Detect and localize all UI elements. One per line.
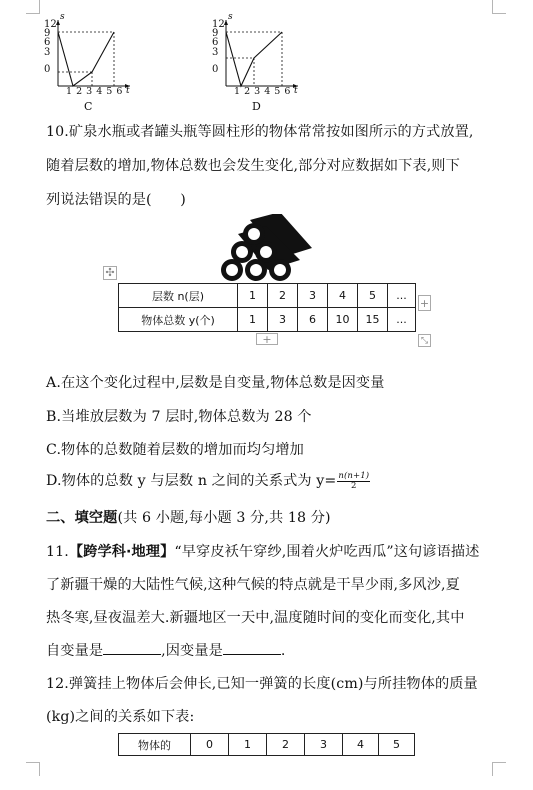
graph-d-y-ticks: 12 9 6 3 0 <box>212 19 225 75</box>
table-row <box>119 284 416 308</box>
q10-data-table <box>118 283 416 332</box>
table-cell: 3 <box>305 734 343 756</box>
q12-line-1: 12.弹簧挂上物体后会伸长,已知一弹簧的长度(cm)与所挂物体的质量 <box>46 676 478 692</box>
graph-d <box>208 12 304 113</box>
graph-c-x-axis-label: t <box>126 86 130 96</box>
q11-independent-label: 自变量是 <box>46 643 104 659</box>
q10-option-c: C.物体的总数随着层数的增加而均匀增加 <box>46 442 304 458</box>
table-cell: 5 <box>358 284 388 308</box>
table-cell: 2 <box>268 284 298 308</box>
graph-d-label: D <box>252 100 261 113</box>
q12-line-2: (kg)之间的关系如下表: <box>46 709 195 725</box>
q11-end: . <box>280 643 286 659</box>
q12-data-table <box>118 733 415 756</box>
crop-mark-bottom-left <box>26 762 40 776</box>
table-cell: 6 <box>298 308 328 332</box>
table-cell: 2 <box>267 734 305 756</box>
q10-line-2: 随着层数的增加,物体总数也会发生变化,部分对应数据如下表,则下 <box>46 158 460 174</box>
independent-variable-blank[interactable] <box>103 643 161 655</box>
q11-tag: 【跨学科·地理】 <box>68 544 175 560</box>
crop-mark-bottom-right <box>492 762 506 776</box>
table-cell: 15 <box>358 308 388 332</box>
graph-d-y-axis-label: s <box>228 12 233 22</box>
table-resize-handle-icon[interactable]: ⤡ <box>418 334 431 347</box>
table-cell: 1 <box>238 284 268 308</box>
table-row <box>119 734 415 756</box>
crop-mark-top-left <box>26 0 40 14</box>
table-move-handle-icon[interactable]: ✣ <box>103 266 117 280</box>
q10-line-3: 列说法错误的是( ) <box>46 192 186 208</box>
table-cell: 0 <box>191 734 229 756</box>
q10-option-d <box>46 470 370 491</box>
q11-number: 11. <box>46 544 69 560</box>
table-cell: 1 <box>238 308 268 332</box>
section-2-note: (共 6 小题,每小题 3 分,共 18 分) <box>117 510 331 526</box>
graph-d-x-axis-label: t <box>294 86 298 96</box>
q11-text: “早穿皮袄午穿纱,围着火炉吃西瓜”这句谚语描述 <box>174 544 480 560</box>
table-row <box>119 308 416 332</box>
section-2-heading <box>46 507 331 527</box>
table-cell: 1 <box>229 734 267 756</box>
graph-c-y-axis-label: s <box>60 12 65 22</box>
q10-option-b: B.当堆放层数为 7 层时,物体总数为 28 个 <box>46 409 312 425</box>
table-cell: ... <box>388 308 416 332</box>
table-cell: 10 <box>328 308 358 332</box>
q11-line-2: 了新疆干燥的大陆性气候,这种气候的特点就是干旱少雨,多风沙,夏 <box>46 577 460 593</box>
table-cell: 3 <box>298 284 328 308</box>
fraction-numerator: n(n+1) <box>338 470 370 481</box>
q10-option-d-text: D.物体的总数 y 与层数 n 之间的关系式为 y= <box>46 473 337 489</box>
graph-c <box>40 12 136 113</box>
q11-line-1 <box>46 541 479 561</box>
graph-d-x-ticks: 1 2 3 4 5 6 <box>234 86 291 97</box>
q11-line-4 <box>46 640 286 660</box>
q11-dependent-label: ,因变量是 <box>161 643 223 659</box>
table-header-cell: 物体总数 y(个) <box>119 308 238 332</box>
q11-line-3: 热冬寒,昼夜温差大.新疆地区一天中,温度随时间的变化而变化,其中 <box>46 610 465 626</box>
table-header-cell: 物体的 <box>119 734 191 756</box>
dependent-variable-blank[interactable] <box>223 643 281 655</box>
table-cell: 4 <box>328 284 358 308</box>
fraction-denominator: 2 <box>351 480 357 491</box>
table-cell: 4 <box>343 734 379 756</box>
stacked-cylinders-illustration <box>220 214 316 282</box>
table-add-row-button[interactable]: + <box>256 333 278 345</box>
graph-c-label: C <box>84 100 93 113</box>
crop-mark-top-right <box>492 0 506 14</box>
table-header-cell: 层数 n(层) <box>119 284 238 308</box>
q10-option-d-fraction <box>337 472 370 491</box>
table-add-column-button[interactable]: + <box>419 297 430 310</box>
graph-c-y-ticks: 12 9 6 3 0 <box>44 19 57 75</box>
q10-line-1: 10.矿泉水瓶或者罐头瓶等圆柱形的物体常常按如图所示的方式放置, <box>46 124 474 140</box>
table-cell: 3 <box>268 308 298 332</box>
table-cell: 5 <box>379 734 415 756</box>
q10-option-a: A.在这个变化过程中,层数是自变量,物体总数是因变量 <box>46 375 385 391</box>
table-cell: ... <box>388 284 416 308</box>
section-2-title: 二、填空题 <box>46 510 118 526</box>
graph-c-x-ticks: 1 2 3 4 5 6 <box>66 86 123 97</box>
